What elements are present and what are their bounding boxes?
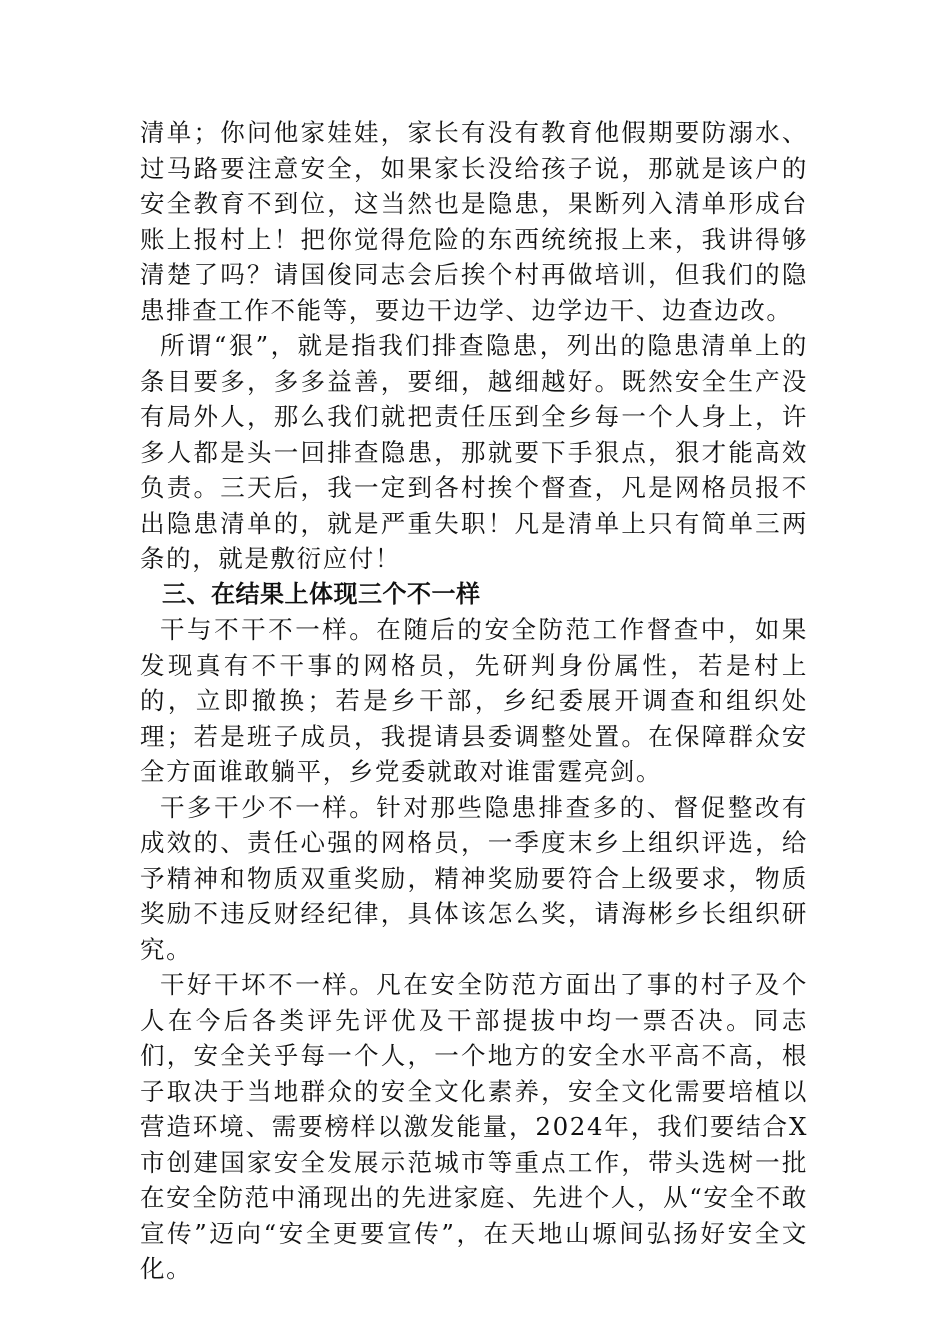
paragraph-hen-definition: 所谓“狠”，就是指我们排查隐患，列出的隐患清单上的条目要多，多多益善，要细，越细越好。既然安全生产没有局外人，那么我们就把责任压到全乡每一个人身上，许多人都是头一回排查隐患，那就要下手狠点，狠才能高效负责。三天后，我一定到各村挨个督查，凡是网格员报不出隐患清单的，就是严重失职！凡是清单上只有简单三两条的，就是敷衍应付！ <box>140 331 808 573</box>
paragraph-gan-hao-ganhuai: 干好干坏不一样。凡在安全防范方面出了事的村子及个人在今后各类评先评优及干部提拔中均一票否决。同志们，安全关乎每一个人，一个地方的安全水平高不高，根子取决于当地群众的安全文化素养，安全文化需要培植以营造环境、需要榜样以激发能量，2024年，我们要结合X市创建国家安全发展示范城市等重点工作，带头选树一批在安全防范中涌现出的先进家庭、先进个人，从“安全不敢宣传”迈向“安全更要宣传”，在天地山塬间弘扬好安全文化。 <box>140 970 808 1283</box>
paragraph-continuation: 清单；你问他家娃娃，家长有没有教育他假期要防溺水、过马路要注意安全，如果家长没给孩子说，那就是该户的安全教育不到位，这当然也是隐患，果断列入清单形成台账上报村上！把你觉得危险的东西统统报上来，我讲得够清楚了吗？请国俊同志会后挨个村再做培训，但我们的隐患排查工作不能等，要边干边学、边学边干、边查边改。 <box>140 118 808 325</box>
paragraph-gan-duo-ganshao: 干多干少不一样。针对那些隐患排查多的、督促整改有成效的、责任心强的网格员，一季度末乡上组织评选，给予精神和物质双重奖励，精神奖励要符合上级要求，物质奖励不违反财经纪律，具体该怎么奖，请海彬乡长组织研究。 <box>140 792 808 964</box>
paragraph-gan-yu-bugan: 干与不干不一样。在随后的安全防范工作督查中，如果发现真有不干事的网格员，先研判身份属性，若是村上的，立即撤换；若是乡干部，乡纪委展开调查和组织处理；若是班子成员，我提请县委调整处置。在保障群众安全方面谁敢躺平，乡党委就敢对谁雷霆亮剑。 <box>140 615 808 786</box>
section-heading: 三、在结果上体现三个不一样 <box>162 579 481 608</box>
document-body <box>140 115 808 1287</box>
